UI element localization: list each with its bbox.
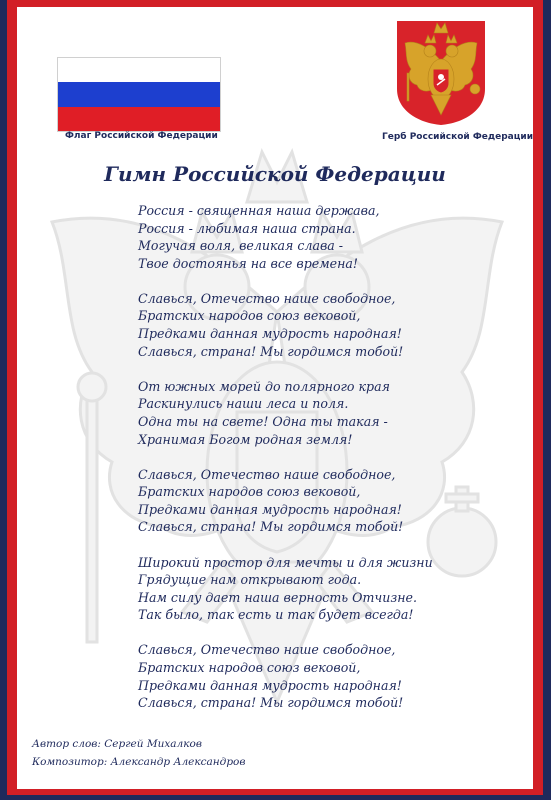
lyric-line: Хранимая Богом родная земля!	[138, 431, 353, 447]
russian-flag-icon	[57, 57, 221, 132]
lyric-line: Грядущие нам открывают года.	[138, 572, 362, 588]
lyric-line: От южных морей до полярного края	[138, 378, 390, 394]
lyric-line: Могучая воля, великая слава -	[138, 238, 344, 254]
lyric-line: Предками данная мудрость народная!	[138, 501, 402, 517]
stanza-1	[138, 202, 528, 272]
stanza-chorus-2	[138, 466, 528, 536]
stanza-chorus-1	[138, 290, 528, 360]
flag-blue-stripe	[58, 82, 220, 106]
lyric-line: Славься, страна! Мы гордимся тобой!	[138, 519, 404, 535]
stanza-chorus-3	[138, 641, 528, 711]
lyric-line: Предками данная мудрость народная!	[138, 326, 402, 342]
document-paper	[17, 7, 533, 789]
stanza-2	[138, 378, 528, 448]
stanza-3	[138, 554, 528, 624]
page-title: Гимн Российской Федерации	[104, 162, 446, 186]
composer-credit: Композитор: Александр Александров	[32, 756, 246, 768]
lyric-line: Славься, Отечество наше свободное,	[138, 642, 396, 658]
double-headed-eagle-icon	[393, 19, 489, 127]
lyric-line: Одна ты на свете! Одна ты такая -	[138, 413, 388, 429]
lyric-line: Братских народов союз вековой,	[138, 308, 361, 324]
lyric-line: Раскинулись наши леса и поля.	[138, 396, 349, 412]
flag-white-stripe	[58, 58, 220, 82]
anthem-lyrics	[138, 202, 528, 729]
flag-red-stripe	[58, 107, 220, 131]
lyric-line: Широкий простор для мечты и для жизни	[138, 554, 433, 570]
lyric-line: Предками данная мудрость народная!	[138, 677, 402, 693]
lyric-line: Так было, так есть и так будет всегда!	[138, 607, 414, 623]
lyric-line: Славься, страна! Мы гордимся тобой!	[138, 343, 404, 359]
author-credit: Автор слов: Сергей Михалков	[32, 738, 202, 750]
lyric-line: Нам силу дает наша верность Отчизне.	[138, 589, 417, 605]
lyric-line: Славься, страна! Мы гордимся тобой!	[138, 695, 404, 711]
coat-caption: Герб Российской Федерации	[382, 132, 533, 142]
lyric-line: Россия - любимая наша страна.	[138, 220, 356, 236]
lyric-line: Братских народов союз вековой,	[138, 484, 361, 500]
lyric-line: Твое достоянья на все времена!	[138, 255, 358, 271]
lyric-line: Славься, Отечество наше свободное,	[138, 466, 396, 482]
lyric-line: Братских народов союз вековой,	[138, 659, 361, 675]
lyric-line: Россия - священная наша держава,	[138, 203, 380, 218]
flag-caption: Флаг Российской Федерации	[65, 131, 218, 141]
lyric-line: Славься, Отечество наше свободное,	[138, 290, 396, 306]
